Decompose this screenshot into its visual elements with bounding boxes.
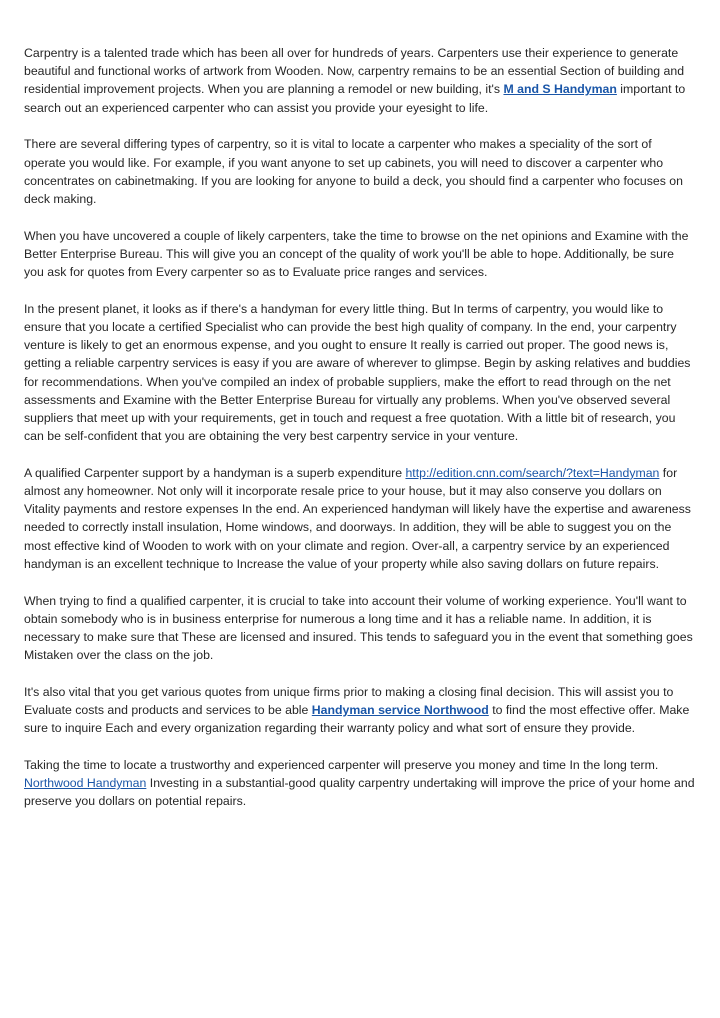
link-northwood-handyman[interactable]: Northwood Handyman (24, 776, 147, 791)
paragraph-7-text-after: to find the most effective offer. Make sure to inquire Each and every organization regarding their warranty policy and what sort of ensure they provide. (24, 703, 690, 736)
paragraph-8 (24, 756, 696, 811)
paragraph-3: When you have uncovered a couple of likely carpenters, take the time to browse on the net opinions and Examine with the Better Enterprise Bureau. This will give you an concept of the quality of work you'll be able to hope. Additionally, be sure you ask for quotes from Every carpenter so as to Evaluate price ranges and services. (24, 228, 689, 280)
paragraph-8-text-before: Taking the time to locate a trustworthy and experienced carpenter will preserve you money and time In the long term. (24, 758, 659, 772)
link-handyman-service-northwood[interactable]: Handyman service Northwood (311, 703, 489, 718)
link-cnn-search[interactable]: http://edition.cnn.com/search/?text=Handyman (405, 465, 660, 480)
link-m-and-s-handyman[interactable]: M and S Handyman (503, 82, 617, 97)
paragraph-1 (24, 44, 696, 117)
paragraph-8-text-after: Investing in a substantial-good quality carpentry undertaking will improve the price of your home and preserve you dollars on potential repairs. (24, 776, 695, 809)
paragraph-5-text-before: A qualified Carpenter support by a handyman is a superb expenditure (24, 465, 406, 480)
paragraph-5 (24, 464, 696, 573)
paragraph-1-text-after: important to search out an experienced carpenter who can assist you provide your eyesight to life. (24, 82, 686, 115)
document-page (24, 44, 696, 829)
paragraph-4: In the present planet, it looks as if there's a handyman for every little thing. But In terms of carpentry, you would like to ensure that you locate a certified Specialist who can provide the best high quality of company. In the end, your carpentry venture is likely to get an enormous expense, and you ought to ensure It really is carried out proper. The good news is, getting a reliable carpentry services is easy if you are aware of wherever to glimpse. Begin by asking relatives and buddies for recommendations. When you've compiled an index of probable suppliers, make the effort to read through on the net assessments and Examine with the Better Enterprise Bureau for virtually any problems. When you've observed several suppliers that meet up with your requirements, get in touch and request a free quotation. With a little bit of research, you can be self-confident that you are obtaining the very best carpentry service in your venture. (24, 301, 691, 444)
paragraph-1-text-before: Carpentry is a talented trade which has been all over for hundreds of years. Carpenters use their experience to generate beautiful and functional works of artwork from Wooden. Now, carpentry remains to be an essential Section of building and residential improvement projects. When you are planning a remodel or new building, it's (24, 46, 685, 97)
paragraph-2: There are several differing types of carpentry, so it is vital to locate a carpenter who makes a speciality of the sort of operate you would like. For example, if you want anyone to set up cabinets, you will need to discover a carpenter who concentrates on cabinetmaking. If you are looking for anyone to build a deck, you should find a carpenter who focuses on deck making. (24, 137, 683, 206)
paragraph-6: When trying to find a qualified carpenter, it is crucial to take into account their volume of working experience. You'll want to obtain somebody who is in business enterprise for numerous a long time and it has a reliable name. In addition, it is necessary to make sure that These are licensed and insured. This tends to safeguard you in the event that something goes Mistaken over the class on the job. (24, 593, 693, 663)
paragraph-7 (24, 683, 696, 738)
paragraph-7-text-before: It's also vital that you get various quotes from unique firms prior to making a closing final decision. This will assist you to Evaluate costs and products and services to be able (24, 684, 674, 718)
paragraph-5-text-after: for almost any homeowner. Not only will it incorporate resale price to your house, but it may also conserve you dollars on Vitality payments and restore expenses In the end. An experienced handyman will likely have the expertise and awareness needed to correctly install insulation, Home windows, and doorways. In addition, they will be able to suggest you on the most effective kind of Wooden to work with on your climate and region. Over-all, a carpentry service by an experienced handyman is an excellent technique to Increase the value of your property while also saving dollars on future repairs. (24, 465, 691, 571)
